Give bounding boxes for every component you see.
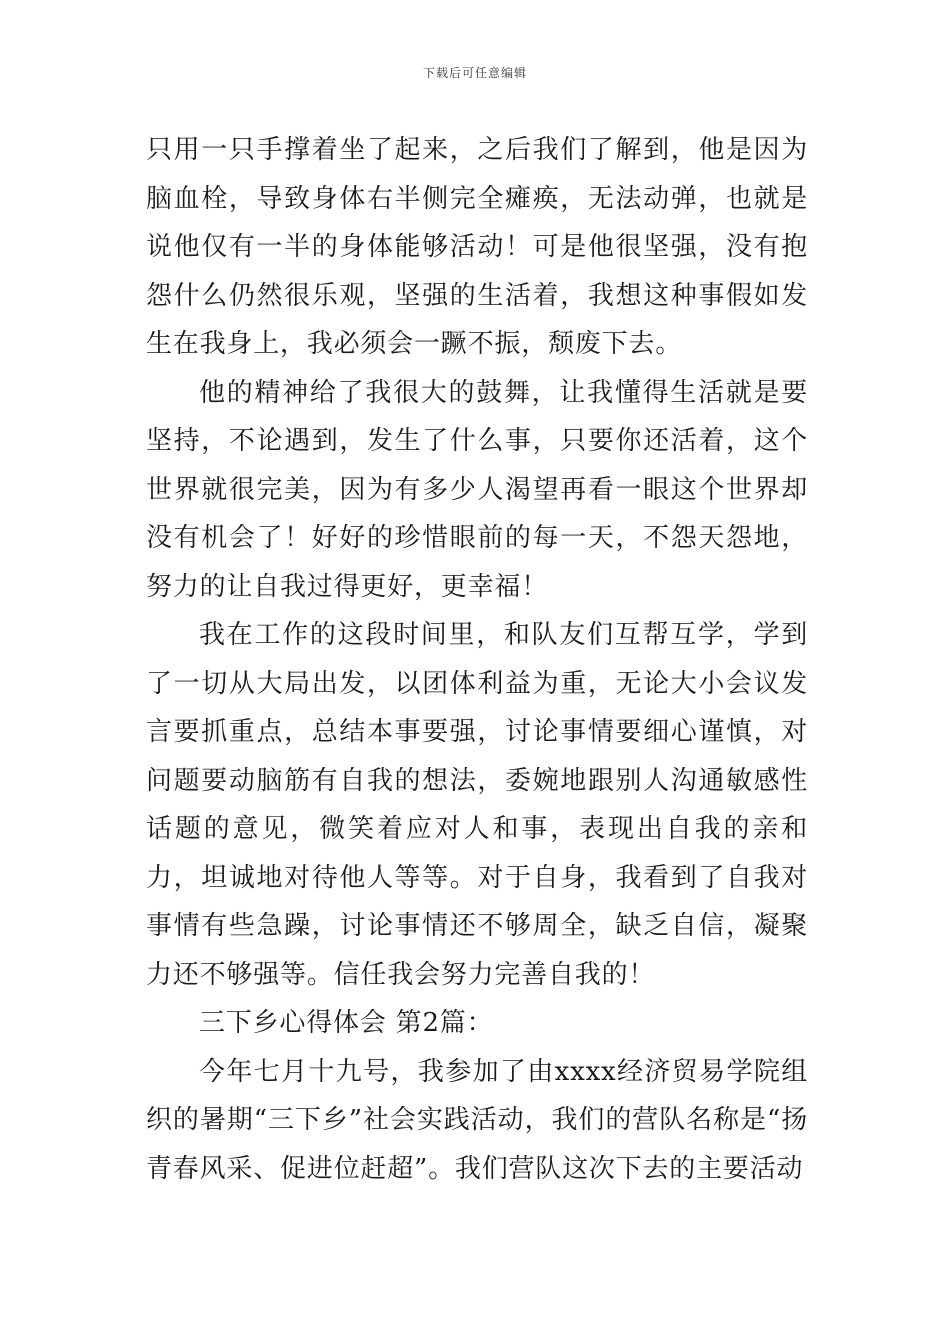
paragraph: 今年七月十九号，我参加了由xxxx经济贸易学院组织的暑期“三下乡”社会实践活动，我们的营队名称是“扬青春风采、促进位赶超”。我们营队这次下去的主要活动 [146,1056,808,1184]
section-heading: 三下乡心得体会 第2篇： [199,1008,494,1038]
paragraph: 我在工作的这段时间里，和队友们互帮互学，学到了一切从大局出发，以团体利益为重，无论大小会议发言要抓重点，总结本事要强，讨论事情要细心谨慎，对问题要动脑筋有自我的想法，委婉地跟别人沟通敏感性话题的意见，微笑着应对人和事，表现出自我的亲和力，坦诚地对待他人等等。对于自身，我看到了自我对事情有些急躁，讨论事情还不够周全，缺乏自信，凝聚力还不够强等。信任我会努力完善自我的！ [146,620,808,990]
paragraph-continued: 只用一只手撑着坐了起来，之后我们了解到，他是因为脑血栓，导致身体右半侧完全瘫痪，无法动弹，也就是说他仅有一半的身体能够活动！可是他很坚强，没有抱怨什么仍然很乐观，坚强的生活着，我想这种事假如发生在我身上，我必须会一蹶不振，颓废下去。 [146,135,808,359]
document-body [146,126,808,1193]
page-header-note: 下载后可任意编辑 [422,66,527,80]
paragraph: 他的精神给了我很大的鼓舞，让我懂得生活就是要坚持，不论遇到，发生了什么事，只要你还活着，这个世界就很完美，因为有多少人渴望再看一眼这个世界却没有机会了！好好的珍惜眼前的每一天，不怨天怨地，努力的让自我过得更好，更幸福！ [146,377,808,602]
